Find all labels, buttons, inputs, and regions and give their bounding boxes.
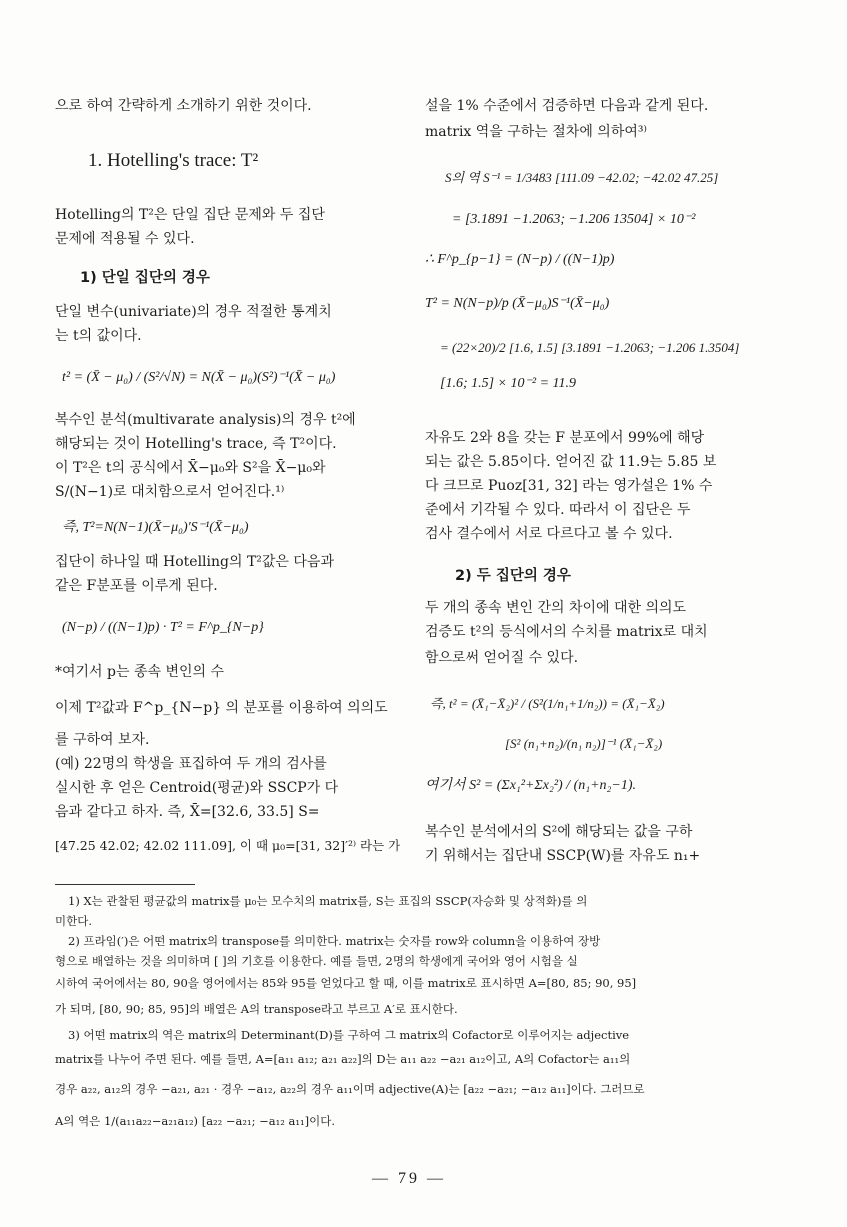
body-text-line: 이 T²은 t의 공식에서 X̄−μ₀와 S²을 X̄−μ₀와 bbox=[55, 460, 326, 476]
body-text-line: matrix 역을 구하는 절차에 의하여³⁾ bbox=[425, 124, 647, 140]
footnote-line: 가 되며, [80, 90; 85, 95]의 배열은 A의 transpose라고 부르고 A′로 표시한다. bbox=[55, 1002, 458, 1016]
footnote-rule bbox=[55, 884, 195, 885]
equation: [1.6; 1.5] × 10⁻² = 11.9 bbox=[440, 376, 577, 391]
body-text-line: 되는 값은 5.85이다. 얻어진 값 11.9는 5.85 보 bbox=[425, 454, 717, 470]
footnote-line: 3) 어떤 matrix의 역은 matrix의 Determinant(D)를 구하여 그 matrix의 Cofactor로 이루어지는 adjective bbox=[68, 1028, 630, 1042]
body-text-line: [47.25 42.02; 42.02 111.09], 이 때 μ₀=[31, 32]′²⁾ 라는 가 bbox=[55, 838, 401, 853]
body-text-line: 자유도 2와 8을 갖는 F 분포에서 99%에 해당 bbox=[425, 430, 705, 446]
equation: 여기서 S² = (Σx₁²+Σx₂²) / (n₁+n₂−1). bbox=[425, 778, 637, 793]
body-text-line: 기 위해서는 집단내 SSCP(W)를 자유도 n₁+ bbox=[425, 848, 701, 864]
body-text-line: S/(N−1)로 대치함으로서 얻어진다.¹⁾ bbox=[55, 484, 285, 500]
equation: = [3.1891 −1.2063; −1.206 13504] × 10⁻² bbox=[452, 212, 696, 227]
equation: = (22×20)/2 [1.6, 1.5] [3.1891 −1.2063; −1.206 1.3504] bbox=[440, 340, 740, 355]
page-number: — 79 — bbox=[372, 1170, 446, 1187]
subsection-heading: 2) 두 집단의 경우 bbox=[455, 568, 571, 584]
equation: ∴ F^p_{p−1} = (N−p) / ((N−1)p) bbox=[425, 252, 615, 267]
equation: (N−p) / ((N−1)p) · T² = F^p_{N−p} bbox=[62, 620, 264, 635]
body-text-line: (예) 22명의 학생을 표집하여 두 개의 검사를 bbox=[55, 756, 327, 772]
body-text-line: 단일 변수(univariate)의 경우 적절한 통계치 bbox=[55, 304, 332, 320]
footnote-line: A의 역은 1/(a₁₁a₂₂−a₂₁a₁₂) [a₂₂ −a₂₁; −a₁₂ a₁₁]이다. bbox=[55, 1114, 335, 1128]
body-text-line: *여기서 p는 종속 변인의 수 bbox=[55, 664, 225, 680]
body-text-line: 검증도 t²의 등식에서의 수치를 matrix로 대치 bbox=[425, 624, 708, 640]
footnote-line: 시하여 국어에서는 80, 90을 영어에서는 85와 95를 얻었다고 할 때, 이를 matrix로 표시하면 A=[80, 85; 90, 95] bbox=[55, 976, 637, 990]
footnote-line: 1) X는 관찰된 평균값의 matrix를 μ₀는 모수치의 matrix를, S는 표집의 SSCP(자승화 및 상적화)를 의 bbox=[68, 894, 588, 908]
equation: T² = N(N−p)/p (X̄−μ₀)S⁻¹(X̄−μ₀) bbox=[425, 296, 610, 311]
footnote-line: 형으로 배열하는 것을 의미하며 [ ]의 기호를 이용한다. 예를 들면, 2명의 학생에게 국어와 영어 시험을 실 bbox=[55, 954, 578, 968]
body-text-line: 으로 하여 간략하게 소개하기 위한 것이다. bbox=[55, 98, 312, 114]
footnote-line: 2) 프라임(′)은 어떤 matrix의 transpose를 의미한다. matrix는 숫자를 row와 column을 이용하여 장방 bbox=[68, 934, 601, 948]
body-text-line: 두 개의 종속 변인 간의 차이에 대한 의의도 bbox=[425, 600, 687, 616]
equation: [S² (n₁+n₂)/(n₁ n₂)]⁻¹ (X̄₁−X̄₂) bbox=[505, 736, 663, 751]
body-text-line: 복수인 분석(multivarate analysis)의 경우 t²에 bbox=[55, 412, 356, 428]
body-text-line: 설을 1% 수준에서 검증하면 다음과 같게 된다. bbox=[425, 98, 709, 114]
body-text-line: 복수인 분석에서의 S²에 해당되는 값을 구하 bbox=[425, 824, 693, 840]
section-title: 1. Hotelling's trace: T² bbox=[88, 150, 259, 171]
footnote-line: 미한다. bbox=[55, 914, 92, 928]
body-text-line: 실시한 후 얻은 Centroid(평균)와 SSCP가 다 bbox=[55, 780, 339, 796]
equation: 즉, T²=N(N−1)(X̄−μ₀)′S⁻¹(X̄−μ₀) bbox=[62, 520, 249, 535]
body-text-line: 검사 결수에서 서로 다르다고 볼 수 있다. bbox=[425, 526, 673, 542]
body-text-line: 같은 F분포를 이루게 된다. bbox=[55, 578, 218, 594]
body-text-line: 해당되는 것이 Hotelling's trace, 즉 T²이다. bbox=[55, 436, 337, 452]
equation: S의 역 S⁻¹ = 1/3483 [111.09 −42.02; −42.02 47.25] bbox=[445, 170, 719, 185]
body-text-line: 함으로써 얻어질 수 있다. bbox=[425, 650, 579, 666]
body-text-line: 문제에 적용될 수 있다. bbox=[55, 231, 195, 247]
body-text-line: Hotelling의 T²은 단일 집단 문제와 두 집단 bbox=[55, 207, 325, 223]
body-text-line: 준에서 기각될 수 있다. 따라서 이 집단은 두 bbox=[425, 502, 691, 518]
footnote-line: 경우 a₂₂, a₁₂의 경우 −a₂₁, a₂₁ · 경우 −a₁₂, a₂₂의 경우 a₁₁이며 adjective(A)는 [a₂₂ −a₂₁; −a₁₂ a₁₁]이다. 그러므로 bbox=[55, 1082, 645, 1096]
body-text-line: 다 크므로 Puoz[31, 32] 라는 영가설은 1% 수 bbox=[425, 478, 713, 494]
equation: 즉, t² = (X̄₁−X̄₂)² / (S²(1/n₁+1/n₂)) = (X̄₁−X̄₂) bbox=[430, 696, 665, 711]
body-text-line: 는 t의 값이다. bbox=[55, 328, 142, 344]
body-text-line: 집단이 하나일 때 Hotelling의 T²값은 다음과 bbox=[55, 554, 334, 570]
equation: t² = (X̄ − μ₀) / (S²/√N) = N(X̄ − μ₀)(S²)⁻¹(X̄ − μ₀) bbox=[62, 370, 336, 385]
footnote-line: matrix를 나누어 주면 된다. 예를 들면, A=[a₁₁ a₁₂; a₂₁ a₂₂]의 D는 a₁₁ a₂₂ −a₂₁ a₁₂이고, A의 Cofactor는 a₁₁의 bbox=[55, 1052, 631, 1066]
body-text-line: 음과 같다고 하자. 즉, X̄=[32.6, 33.5] S= bbox=[55, 804, 320, 820]
body-text-line: 를 구하여 보자. bbox=[55, 732, 150, 748]
body-text-line: 이제 T²값과 F^p_{N−p} 의 분포를 이용하여 의의도 bbox=[55, 700, 388, 716]
subsection-heading: 1) 단일 집단의 경우 bbox=[80, 270, 210, 286]
